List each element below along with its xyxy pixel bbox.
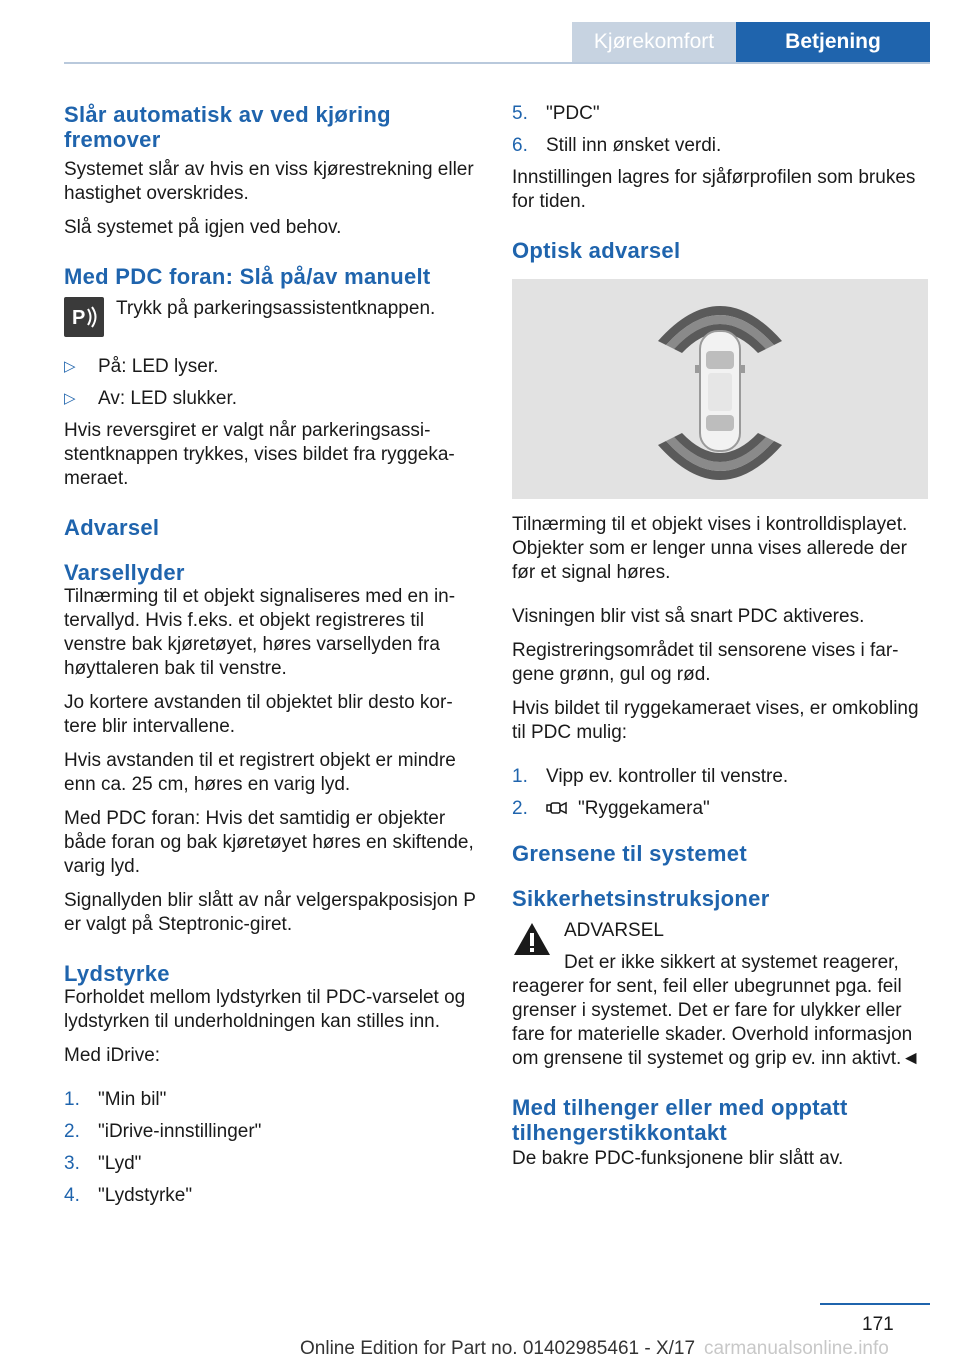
paragraph-reverse: Hvis reversgiret er valgt når parkeringsassistentknappen trykkes, vises bildet fra ryggekameraet.	[64, 420, 455, 489]
paragraph-varsel-5: Signallyden blir slått av når velgerspakposisjon P er valgt på Steptronic-giret.	[64, 890, 476, 935]
camera-steps-list	[512, 765, 926, 821]
heading-sikkerhet: Sikkerhetsinstruksjoner	[512, 886, 770, 911]
edition-footer: Online Edition for Part no. 01402985461 - X/17	[300, 1338, 696, 1359]
svg-text:P: P	[72, 307, 86, 329]
paragraph-saved: Innstillingen lagres for sjåførprofilen som brukes for tiden.	[512, 167, 916, 212]
heading-lydstyrke: Lydstyrke	[64, 961, 170, 986]
paragraph-varsel-2: Jo kortere avstanden til objektet blir desto kortere blir intervallene.	[64, 692, 453, 737]
heading-advarsel: Advarsel	[64, 515, 160, 540]
section-tab-kjorekomfort: Kjørekomfort	[572, 22, 736, 62]
bullet-triangle-icon: ▷	[64, 358, 76, 375]
list-item: 5. "PDC"	[512, 103, 600, 124]
heading-varsellyder: Varsellyder	[64, 560, 185, 585]
warning-text: Det er ikke sikkert at systemet reagerer, reagerer for sent, feil eller ubegrunnet pga. feil grenser i systemet. Det er fare for ulykker eller fare for materielle skader. Overhold informasjon om grensene til systemet og grip ev. inn aktivt.◄	[512, 952, 921, 1069]
led-bullet-list	[64, 355, 478, 411]
car-sensor-illustration	[512, 279, 928, 499]
paragraph-optisk-4: Hvis bildet til ryggekameraet vises, er omkobling til PDC mulig:	[512, 698, 919, 743]
list-item: 6. Still inn ønsket verdi.	[512, 135, 722, 156]
heading-pdc-front: Med PDC foran: Slå på/av manuelt	[64, 264, 431, 289]
press-button-row	[64, 297, 478, 341]
paragraph-press-button: Trykk på parkeringsassistentknappen.	[116, 298, 436, 319]
section-tab-betjening: Betjening	[736, 22, 930, 62]
list-item: 4. "Lydstyrke"	[64, 1185, 193, 1206]
heading-optisk-advarsel: Optisk advarsel	[512, 238, 681, 263]
list-item: ▷ Av: LED slukker.	[64, 388, 238, 409]
header-rule	[64, 62, 930, 64]
paragraph-auto-off-1: Systemet slår av hvis en viss kjørestrekning eller hastighet overskrides.	[64, 159, 474, 204]
paragraph-tilhenger: De bakre PDC-funksjonene blir slått av.	[512, 1148, 844, 1169]
heading-grensene: Grensene til systemet	[512, 841, 747, 866]
idrive-steps-list-continued	[512, 102, 926, 158]
warning-block	[512, 919, 926, 943]
list-item: 2. "iDrive-innstillinger"	[64, 1121, 262, 1142]
list-item: 1. Vipp ev. kontroller til venstre.	[512, 766, 789, 787]
paragraph-auto-off-2: Slå systemet på igjen ved behov.	[64, 217, 342, 238]
left-column	[64, 102, 478, 1216]
paragraph-optisk-3: Registreringsområdet til sensorene vises i fargene grønn, gul og rød.	[512, 640, 899, 685]
heading-tilhenger: Med tilhenger eller med opptatt tilhengerstikkontakt	[512, 1095, 848, 1145]
pdc-display-illustration	[512, 279, 928, 499]
heading-auto-off: Slår automatisk av ved kjøring fremover	[64, 102, 391, 152]
paragraph-varsel-3: Hvis avstanden til et registrert objekt er mindre enn ca. 25 cm, høres en varig lyd.	[64, 750, 456, 795]
paragraph-varsel-4: Med PDC foran: Hvis det samtidig er objekter både foran og bak kjøretøyet høres en skiftende, varig lyd.	[64, 808, 474, 877]
rear-camera-icon	[546, 799, 570, 817]
right-column	[512, 102, 926, 1171]
list-item: 2. "Ryggekamera"	[512, 798, 710, 819]
warning-title: ADVARSEL	[564, 920, 664, 941]
paragraph-optisk-2: Visningen blir vist så snart PDC aktiveres.	[512, 606, 865, 627]
bullet-triangle-icon: ▷	[64, 390, 76, 407]
warning-triangle-icon	[512, 921, 552, 957]
list-item: 3. "Lyd"	[64, 1153, 142, 1174]
footer-rule	[820, 1303, 930, 1305]
paragraph-lyd-2: Med iDrive:	[64, 1045, 161, 1066]
list-item: 1. "Min bil"	[64, 1089, 167, 1110]
idrive-steps-list	[64, 1088, 478, 1208]
list-item: ▷ På: LED lyser.	[64, 356, 219, 377]
page-number: 171	[862, 1314, 894, 1335]
watermark-text: carmanualsonline.info	[704, 1338, 889, 1359]
paragraph-optisk-1: Tilnærming til et objekt vises i kontrolldisplayet. Objekter som er lenger unna vises allerede der før et signal høres.	[512, 514, 908, 583]
parking-assistant-button-icon	[64, 297, 104, 337]
paragraph-lyd-1: Forholdet mellom lydstyrken til PDC-varselet og lydstyrken til underholdningen kan stilles inn.	[64, 987, 466, 1032]
paragraph-varsel-1: Tilnærming til et objekt signaliseres med en intervallyd. Hvis f.eks. et objekt registreres til venstre bak kjøretøyet, høres varsellyden fra høyttaleren bak til venstre.	[64, 586, 456, 679]
